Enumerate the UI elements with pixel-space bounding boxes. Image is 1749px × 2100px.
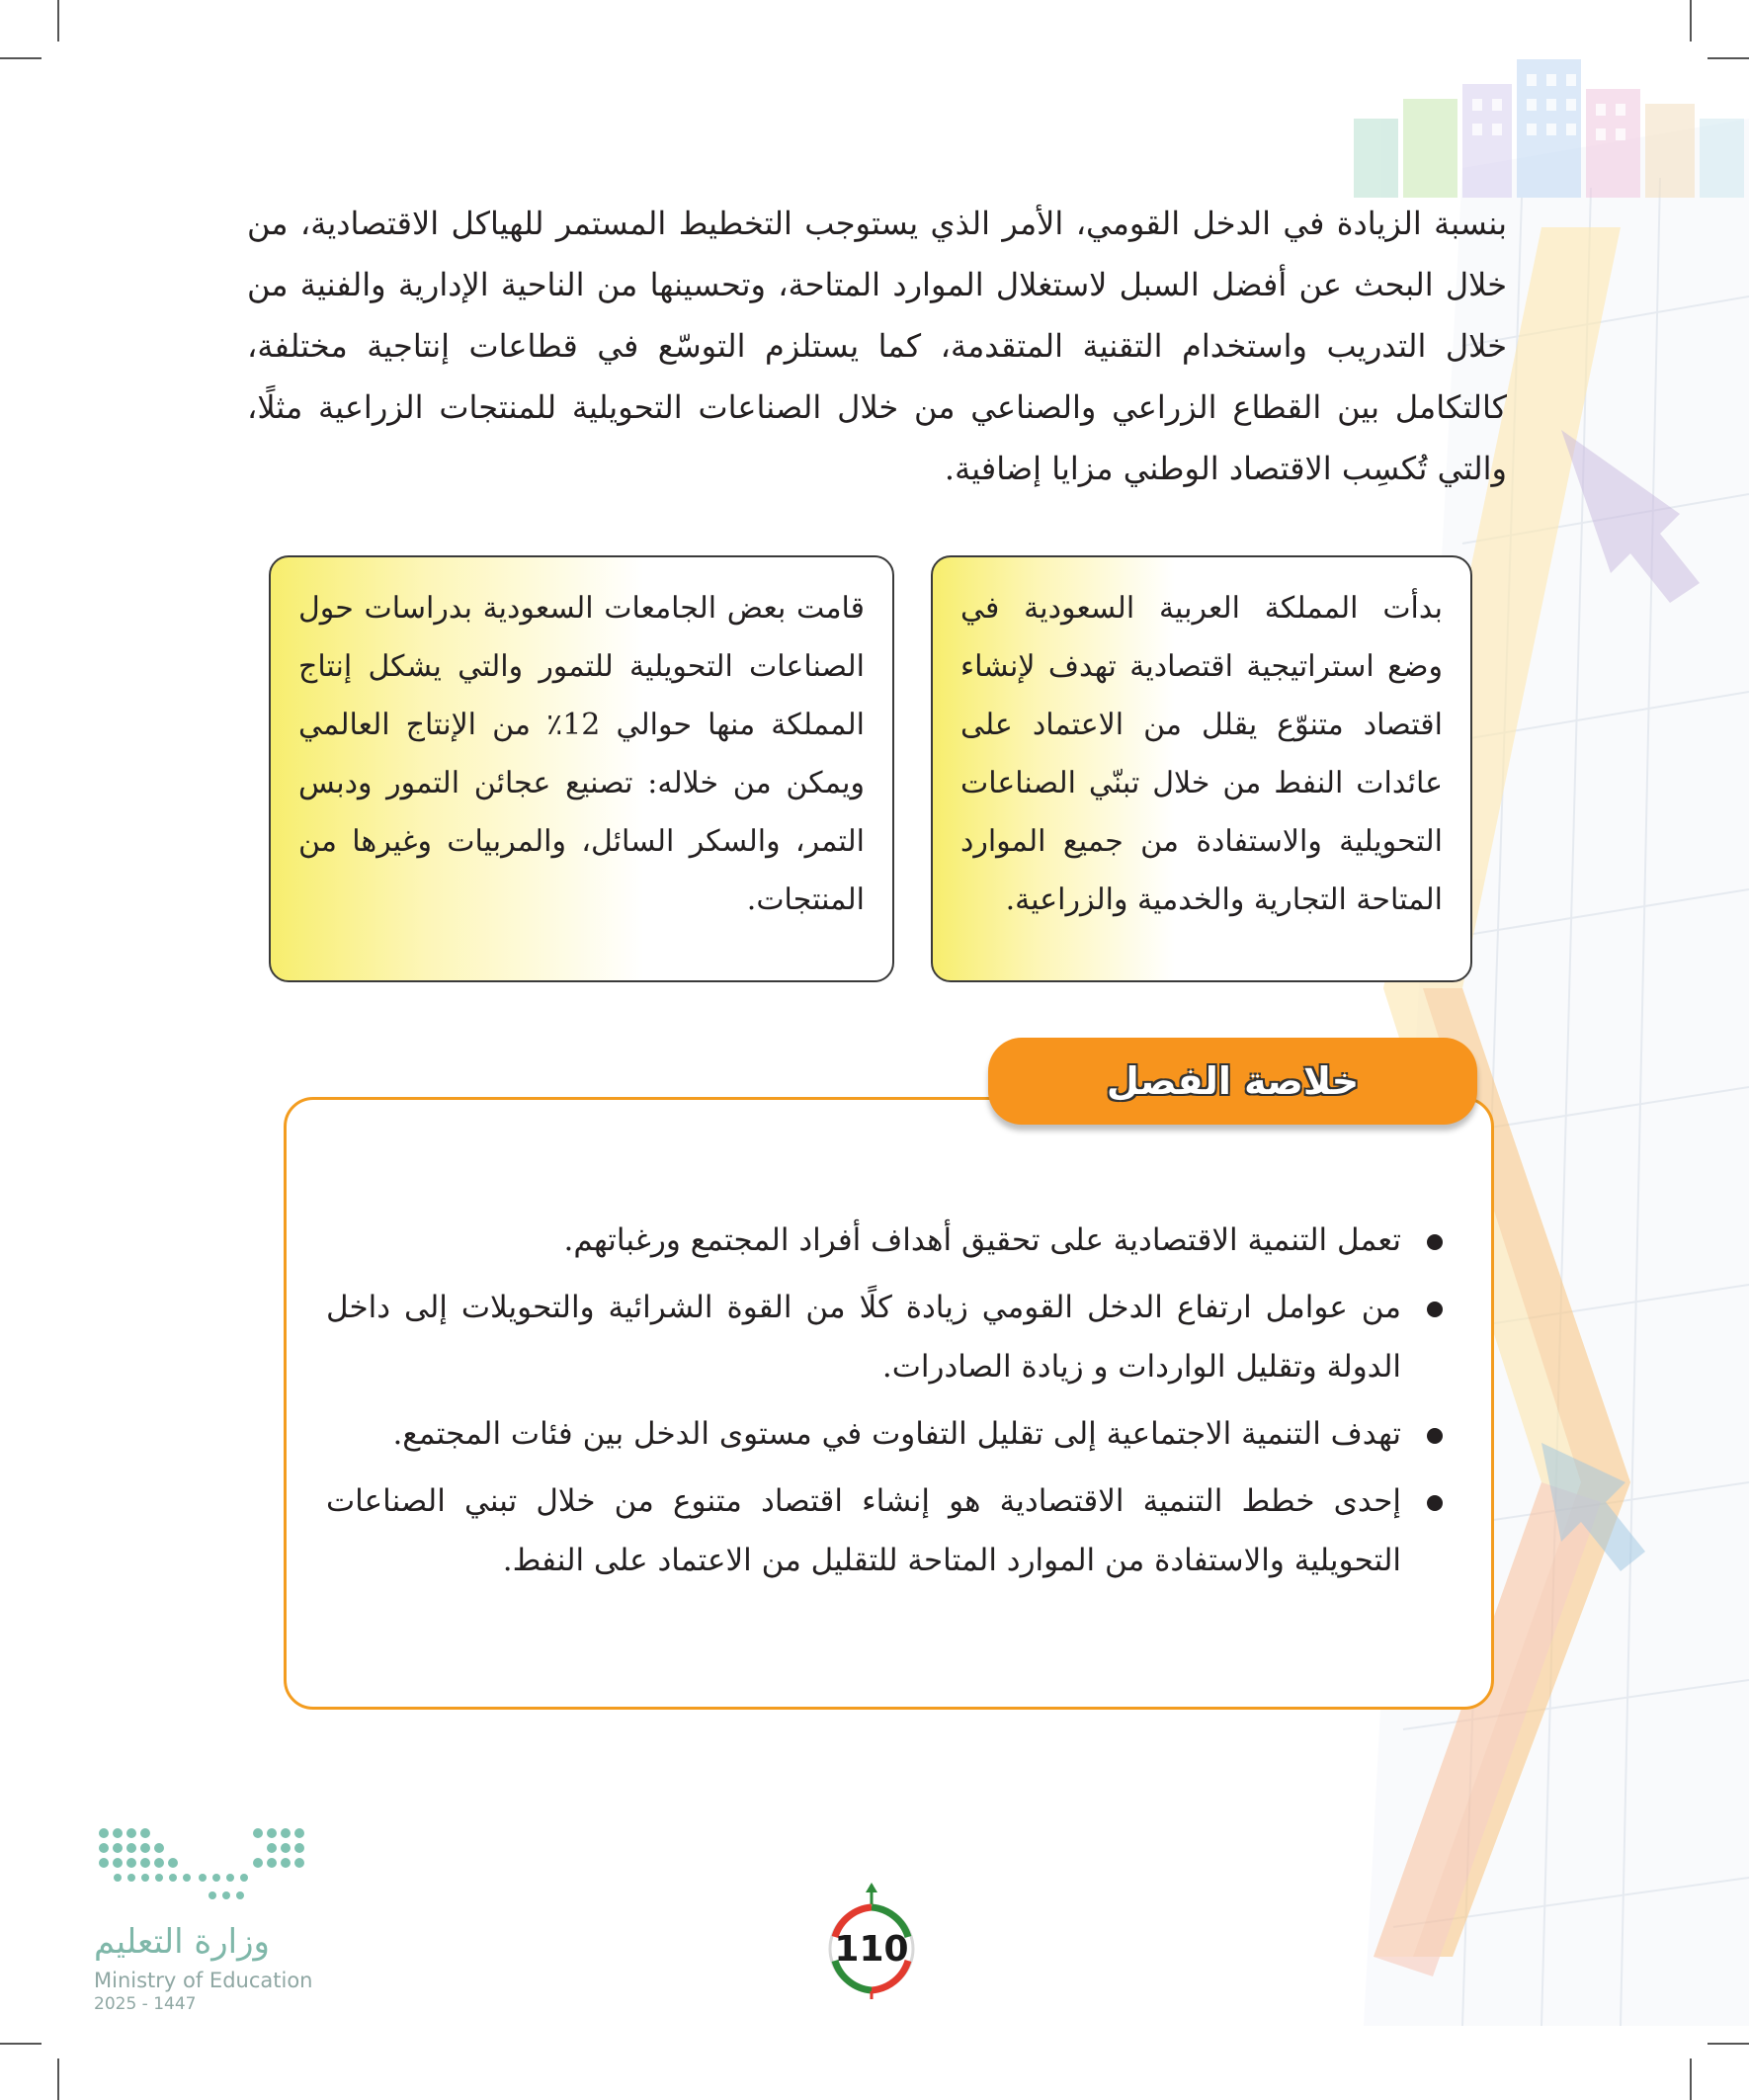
summary-item-text: إحدى خطط التنمية الاقتصادية هو إنشاء اقتصاد متنوع من خلال تبني الصناعات التحويلية والاستفادة من الموارد المتاحة للتقليل من الاعتماد على النفط. (326, 1483, 1401, 1578)
summary-item-text: تهدف التنمية الاجتماعية إلى تقليل التفاوت في مستوى الدخل بين فئات المجتمع. (392, 1416, 1401, 1452)
info-box-strategy (931, 555, 1472, 982)
bullet-icon (1427, 1234, 1443, 1250)
list-item (326, 1211, 1453, 1270)
crop-mark (57, 0, 59, 42)
summary-item-text: من عوامل ارتفاع الدخل القومي زيادة كلًا من القوة الشرائية والتحويلات إلى داخل الدولة وتقليل الواردات و زيادة الصادرات. (326, 1290, 1401, 1385)
bullet-icon (1427, 1428, 1443, 1444)
bullet-icon (1427, 1495, 1443, 1511)
crop-mark (0, 2043, 42, 2045)
list-item (326, 1471, 1453, 1590)
list-item (326, 1404, 1453, 1464)
bullet-icon (1427, 1302, 1443, 1317)
ministry-dots-icon (94, 1818, 321, 1917)
crop-mark (1707, 57, 1749, 59)
summary-title: خلاصة الفصل (988, 1038, 1477, 1125)
list-item (326, 1278, 1453, 1396)
ministry-logo (94, 1818, 321, 2014)
page-number: 110 (834, 1928, 909, 1970)
crop-mark (1707, 2043, 1749, 2045)
crop-mark (1690, 2058, 1692, 2100)
info-box-dates-text: قامت بعض الجامعات السعودية بدراسات حول الصناعات التحويلية للتمور والتي يشكل إنتاج المملكة منها حوالي 12٪ من الإنتاج العالمي ويمكن من خلاله: تصنيع عجائن التمور ودبس التمر، والسكر السائل، والمربيات وغيرها من المنتجات. (298, 591, 865, 917)
intro-paragraph: بنسبة الزيادة في الدخل القومي، الأمر الذي يستوجب التخطيط المستمر للهياكل الاقتصادية، من خلال البحث عن أفضل السبل لاستغلال الموارد المتاحة، وتحسينها من الناحية الإدارية والفنية من خلال التدريب واستخدام التقنية المتقدمة، كما يستلزم التوسّع في قطاعات إنتاجية مختلفة، كالتكامل بين القطاع الزراعي والصناعي من خلال الصناعات التحويلية للمنتجات الزراعية مثلًا، والتي تُكسِب الاقتصاد الوطني مزايا إضافية. (247, 205, 1508, 487)
summary-list (326, 1211, 1453, 1598)
crop-mark (57, 2058, 59, 2100)
ministry-year: 2025 - 1447 (94, 1994, 197, 2014)
buildings-illustration (1354, 59, 1744, 198)
page-number-badge (817, 1883, 926, 2001)
info-box-strategy-text: بدأت المملكة العربية السعودية في وضع استراتيجية اقتصادية تهدف لإنشاء اقتصاد متنوّع يقلل من الاعتماد على عائدات النفط من خلال تبنّي الصناعات التحويلية والاستفادة من جميع الموارد المتاحة التجارية والخدمية والزراعية. (960, 591, 1443, 917)
info-box-dates-research (269, 555, 894, 982)
ministry-name-en: Ministry of Education (94, 1969, 313, 1992)
crop-mark (1690, 0, 1692, 42)
crop-mark (0, 57, 42, 59)
ministry-name-ar: وزارة التعليم (94, 1922, 270, 1962)
summary-item-text: تعمل التنمية الاقتصادية على تحقيق أهداف أفراد المجتمع ورغباتهم. (563, 1222, 1401, 1258)
